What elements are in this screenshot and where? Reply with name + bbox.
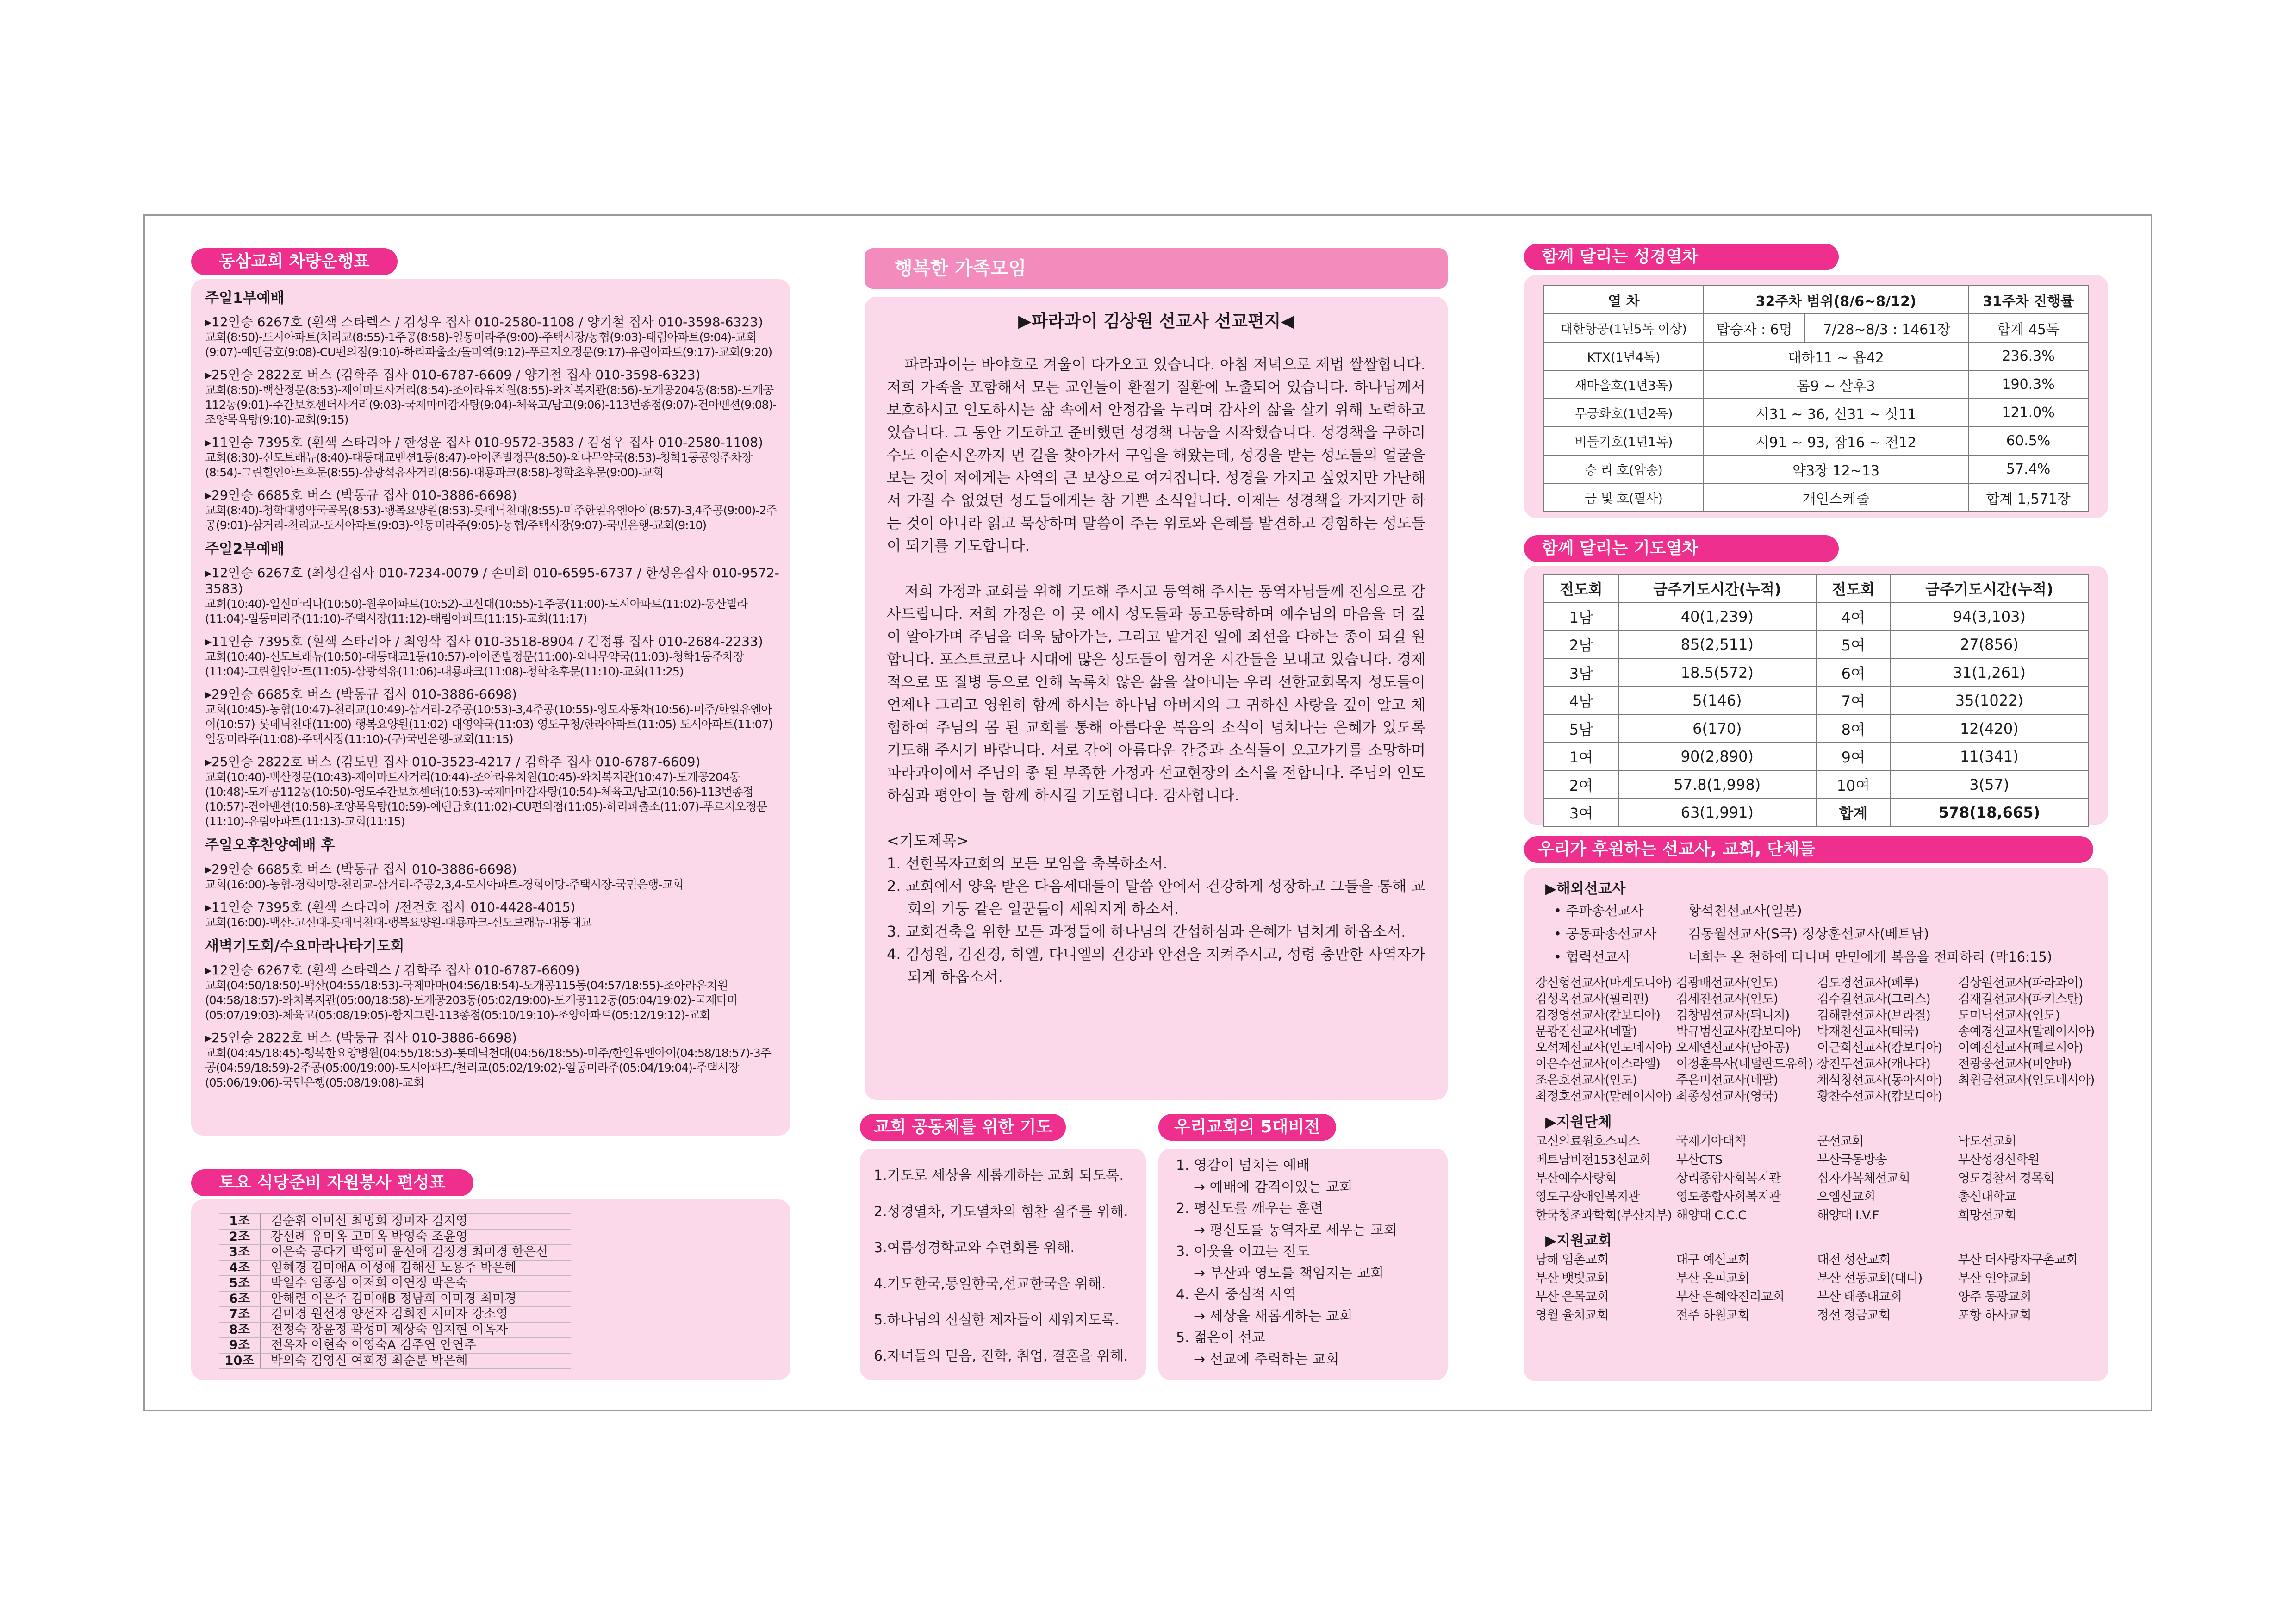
train-range-2: 7/28~8/3 : 1461장 (1805, 314, 1968, 342)
bus-vehicle-line: ▸25인승 2822호 버스 (김도민 집사 010-3523-4217 / 김학주 집사 010-6787-6609) (205, 754, 701, 769)
prayer-topics-title: <기도제목> (887, 832, 969, 849)
bus-entry (205, 687, 779, 747)
bus-section-heading: 주일1부예배 (205, 290, 285, 306)
prayer-train-cell: 94(3,103) (1891, 603, 2088, 631)
vision-item: → 부산과 영도를 책임지는 교회 (1194, 1265, 1384, 1281)
prayer-topic: 2. 교회에서 양육 받은 다음세대들이 말씀 안에서 건강하게 성장하고 그들을 통해 교회의 기둥 같은 일꾼들이 세워지게 하소서. (887, 877, 1425, 918)
volunteer-names: 전옥자 이현숙 이영숙A 김주연 안연주 (271, 1338, 477, 1352)
volunteer-table (219, 1213, 571, 1369)
table-row (1544, 771, 2088, 799)
bulletin-sheet (143, 214, 2152, 1411)
support-group-name: 부산예수사랑회 (1535, 1171, 1617, 1186)
missionary-name: 오석제선교사(인도네시아) (1535, 1041, 1672, 1055)
volunteer-row (219, 1276, 571, 1292)
overseas-line (1554, 945, 2099, 968)
bus-route-line: 교회(10:45)-농협(10:47)-천리교(10:49)-삼거리-2주공(10:53)-3,4주공(10:55)-영도자동차(10:56)-미주/한일유엔아이(10:57)-롯데닉천대(11:00)-행복요양원(11:02)-대영약국(11:03)-영도구청/한라아파트(11:05)-도시아파트(11:07)-일동미라주(11:08)-주택시장(11:10)-(구)국민은행-교회(11:15) (205, 703, 777, 746)
missionary-name: 조은호선교사(인도) (1535, 1073, 1637, 1087)
bible-train-heading: 함께 달리는 성경열차 (1524, 244, 1839, 270)
bus-route-line: 교회(8:50)-백산정문(8:53)-제이마트사거리(8:54)-조아라유치원(8:55)-와치복지관(8:56)-도개공204동(8:58)-도개공112동(9:01)-주간보호센터사거리(9:03)-국제마마감자탕(9:04)-체육고/남고(9:06)-113번종점(9:07)-건아맨션(9:08)-조양목욕탕(9:10)-교회(9:15) (205, 383, 777, 426)
bus-route-line: 교회(8:30)-신도브래뉴(8:40)-대동대교맨션1동(8:47)-아이존빌정문(8:50)-외나무약국(8:53)-청학1동공영주차장(8:54)-그린힐인아트후문(8:55)-삼광석유사거리(8:56)-대룡파크(8:58)-청학초후문(9:00)-교회 (205, 451, 753, 479)
community-prayer-item: 4.기도한국,통일한국,선교한국을 위해. (874, 1276, 1106, 1292)
bus-entry (205, 962, 779, 1023)
missionary-name: 최원금선교사(인도네시아) (1958, 1073, 2095, 1087)
prayer-topics-list (887, 852, 1425, 988)
prayer-train-cell: 6여 (1816, 659, 1891, 687)
table-header-cell: 32주차 범위(8/6~8/12) (1704, 286, 1968, 314)
missionary-name: 김도경선교사(페루) (1817, 976, 1919, 990)
volunteer-row (219, 1230, 571, 1245)
train-range: 탑승자 : 6명 (1704, 314, 1805, 342)
support-group-name: 오엠선교회 (1817, 1190, 1875, 1204)
support-group-name: 총신대학교 (1958, 1190, 2016, 1204)
support-groups-heading: ▶지원단체 (1545, 1114, 1612, 1131)
train-name: KTX(1년4독) (1544, 342, 1704, 370)
train-range: 시31 ~ 36, 신31 ~ 삿11 (1704, 399, 1968, 427)
support-group-name: 한국청조과학회(부산지부) (1535, 1208, 1672, 1223)
support-group-name: 국제기아대책 (1676, 1134, 1746, 1149)
community-prayer-heading: 교회 공동체를 위한 기도 (860, 1114, 1066, 1141)
train-rate: 190.3% (1968, 370, 2088, 399)
train-range: 약3장 12~13 (1704, 455, 1968, 483)
missionary-name: 김해란선교사(브라질) (1817, 1008, 1930, 1023)
table-header-cell: 전도회 (1544, 575, 1618, 603)
train-rate: 57.4% (1968, 455, 2088, 483)
bus-entry (205, 754, 779, 829)
bus-section-heading: 새벽기도회/수요마라나타기도회 (205, 938, 404, 955)
bus-entry (205, 487, 779, 533)
volunteer-group: 6조 (219, 1292, 261, 1307)
table-header-cell: 금주기도시간(누적) (1618, 575, 1816, 603)
volunteer-names: 전정숙 장윤정 곽성미 제상숙 임지현 이옥자 (271, 1322, 508, 1337)
table-row (1544, 687, 2088, 715)
bus-schedule-panel (191, 279, 790, 1136)
missionary-grid (1535, 975, 2099, 1105)
bus-section-heading: 주일오후찬양예배 후 (205, 837, 335, 854)
bus-entry (205, 435, 779, 480)
vision-item: 2. 평신도를 깨우는 훈련 (1176, 1200, 1324, 1217)
support-church-name: 부산 뱃빛교회 (1535, 1271, 1609, 1286)
missionary-name: 오세연선교사(남아공) (1676, 1041, 1790, 1055)
table-header-row (1544, 575, 2088, 603)
community-prayer-item: 1.기도로 세상을 새롭게하는 교회 되도록. (874, 1168, 1124, 1184)
bus-route-line: 교회(10:40)-백산정문(10:43)-제이마트사거리(10:44)-조아라유치원(10:45)-와치복지관(10:47)-도개공204동(10:48)-도개공112동(10:50)-영도주간보호센터(10:53)-국제마마감자탕(10:54)-체육고/남고(10:56)-113번종점(10:57)-건아맨션(10:58)-조양목욕탕(10:59)-예덴금호(11:02)-CU편의점(11:05)-하리파출소(11:07)-푸르지오정문(11:10)-유림아파트(11:13)-교회(11:15) (205, 770, 767, 828)
volunteer-group: 10조 (219, 1354, 261, 1369)
support-church-name: 부산 더사랑자구촌교회 (1958, 1253, 2078, 1267)
prayer-topic: 3. 교회건축을 위한 모든 과정들에 하나님의 간섭하심과 은혜가 넘치게 하옵소서. (887, 923, 1406, 940)
volunteer-row (219, 1307, 571, 1323)
letter-title: ▶파라과이 김상원 선교사 선교편지◀ (1018, 311, 1294, 331)
prayer-train-cell: 27(856) (1891, 631, 2088, 659)
prayer-train-cell: 3여 (1544, 799, 1618, 827)
table-row (1544, 314, 2088, 342)
support-church-name: 포항 하사교회 (1958, 1308, 2031, 1323)
table-row (1544, 603, 2088, 631)
table-row (1544, 799, 2088, 827)
train-range: 롬9 ~ 살후3 (1704, 370, 1968, 399)
train-rate: 합계 1,571장 (1968, 483, 2088, 512)
support-group-name: 해양대 I.V.F (1817, 1208, 1879, 1223)
support-church-name: 대구 예신교회 (1676, 1253, 1749, 1267)
volunteer-names: 김미경 원선경 양선자 김희진 서미자 강소영 (271, 1307, 508, 1321)
vision-item: → 선교에 주력하는 교회 (1194, 1351, 1339, 1368)
support-church-name: 양주 동광교회 (1958, 1290, 2031, 1304)
support-group-name: 상리종합사회복지관 (1676, 1171, 1781, 1186)
overseas-missionary-lines (1554, 899, 2099, 968)
volunteer-group: 3조 (219, 1245, 261, 1260)
letter-paragraph: 저희 가정과 교회를 위해 기도해 주시고 동역해 주시는 동역자님들께 진심으로 감사드립니다. 저희 가정은 이 곳 에서 성도들과 동고동락하며 예수님의 마음을 더 깊이 알아가며 주님을 더욱 닮아가는, 그리고 맡겨진 일에 최선을 다하는 종이 되길 원합니다. 포스트코로나 시대에 많은 성도들이 힘겨운 시간들을 보내고 있습니다. 경제적으로 또 질병 등으로 인해 녹록치 않은 삶을 살아내는 우리 선한교회목자 성도들이 언제나 그리고 영원히 함께 하시는 하나님 아버지의 그 귀하신 사랑을 깊이 알고 체험하여 주님의 몸 된 교회를 통해 아름다운 복음의 소식이 넘쳐나는 은혜가 있도록 기도해 주시기 바랍니다. 서로 간에 아름다운 간증과 소식들이 오고가기를 소망하며 파라과이에서 주님의 좋 된 부족한 가정과 선교현장의 소식을 전합니다. 주님의 인도하심과 평안이 늘 함께 하시길 기도합니다. 감사합니다. (887, 582, 1425, 804)
support-group-name: 부산CTS (1676, 1153, 1723, 1167)
train-name: 새마을호(1년3독) (1544, 370, 1704, 399)
bus-vehicle-line: ▸11인승 7395호 (흰색 스타리아 / 한성운 집사 010-9572-3583 / 김성우 집사 010-2580-1108) (205, 435, 763, 450)
bus-vehicle-line: ▸11인승 7395호 (흰색 스타리아 / 최영삭 집사 010-3518-8904 / 김정룡 집사 010-2684-2233) (205, 634, 763, 649)
prayer-train-cell: 4남 (1544, 687, 1618, 715)
volunteer-row (219, 1214, 571, 1230)
community-prayer-item: 5.하나님의 신실한 제자들이 세워지도록. (874, 1312, 1120, 1328)
bus-vehicle-line: ▸25인승 2822호 버스 (박동규 집사 010-3886-6698) (205, 1030, 517, 1045)
prayer-topic: 1. 선한목자교회의 모든 모임을 축복하소서. (887, 855, 1168, 872)
bus-route-line: 교회(10:40)-일신마리나(10:50)-원우아파트(10:52)-고신대(10:55)-1주공(11:00)-도시아파트(11:02)-동산빌라(11:04)-일동미라주(11:10)-주택시장(11:12)-태림아파트(11:15)-교회(11:17) (205, 597, 748, 625)
missionary-name: 강신형선교사(마게도니아) (1535, 976, 1672, 990)
support-churches-heading: ▶지원교회 (1545, 1232, 1612, 1249)
prayer-train-cell: 40(1,239) (1618, 603, 1816, 631)
volunteer-names: 안해련 이은주 김미애B 정남희 이미경 최미경 (271, 1291, 516, 1306)
train-rate: 60.5% (1968, 427, 2088, 455)
support-group-name: 군선교회 (1817, 1134, 1864, 1149)
bus-schedule-body (205, 289, 779, 1090)
support-panel (1524, 868, 2108, 1381)
volunteer-row (219, 1292, 571, 1307)
volunteer-group: 5조 (219, 1276, 261, 1291)
train-range: 시91 ~ 93, 잠16 ~ 전12 (1704, 427, 1968, 455)
volunteer-row (219, 1354, 571, 1369)
bus-entry (205, 314, 779, 360)
missionary-name: 김광배선교사(인도) (1676, 976, 1778, 990)
table-row (1544, 370, 2088, 399)
bus-vehicle-line: ▸25인승 2822호 버스 (김학주 집사 010-6787-6609 / 양기철 집사 010-3598-6323) (205, 367, 701, 382)
vision-heading: 우리교회의 5대비전 (1158, 1114, 1336, 1141)
vision-item: 1. 영감이 넘치는 예배 (1176, 1157, 1310, 1174)
table-row (1544, 743, 2088, 771)
bus-vehicle-line: ▸12인승 6267호 (흰색 스타렉스 / 김학주 집사 010-6787-6609) (205, 962, 580, 978)
bus-vehicle-line: ▸12인승 6267호 (흰색 스타렉스 / 김성우 집사 010-2580-1108 / 양기철 집사 010-3598-6323) (205, 314, 763, 330)
support-group-name: 베트남비전153선교회 (1535, 1153, 1651, 1167)
support-church-name: 정선 정금교회 (1817, 1308, 1891, 1323)
missionary-name: 이은수선교사(이스라엘) (1535, 1057, 1660, 1071)
vision-list (1176, 1155, 1439, 1370)
bus-entry (205, 565, 779, 626)
bus-entry (205, 634, 779, 679)
overseas-line-label: • 협력선교사 (1554, 949, 1631, 965)
volunteer-heading: 토요 식당준비 자원봉사 편성표 (191, 1169, 473, 1196)
community-prayer-item: 2.성경열차, 기도열차의 힘찬 질주를 위해. (874, 1204, 1128, 1220)
table-row (1544, 342, 2088, 370)
volunteer-names: 박의숙 김영신 여희정 최순분 박은혜 (271, 1353, 468, 1368)
prayer-train-heading: 함께 달리는 기도열차 (1524, 535, 1839, 562)
bus-entry (205, 1030, 779, 1090)
community-prayer-list (874, 1158, 1139, 1374)
missionary-name: 문광진선교사(네팔) (1535, 1024, 1637, 1039)
volunteer-group: 8조 (219, 1323, 261, 1338)
support-church-name: 부산 태종대교회 (1817, 1290, 1902, 1304)
letter-panel (865, 297, 1448, 1100)
vision-item: → 평신도를 동역자로 세우는 교회 (1194, 1222, 1398, 1238)
train-range: 개인스케줄 (1704, 483, 1968, 512)
prayer-train-cell: 57.8(1,998) (1618, 771, 1816, 799)
prayer-train-cell: 2여 (1544, 771, 1618, 799)
prayer-train-cell: 11(341) (1891, 743, 2088, 771)
missionary-name: 김창범선교사(튀니지) (1676, 1008, 1790, 1023)
volunteer-group: 4조 (219, 1261, 261, 1276)
vision-panel (1158, 1149, 1448, 1380)
volunteer-row (219, 1245, 571, 1261)
vision-item: → 세상을 새롭게하는 교회 (1194, 1308, 1353, 1324)
missionary-name: 도미닉선교사(인도) (1958, 1008, 2060, 1023)
bus-entry (205, 899, 779, 930)
support-church-name: 영월 율치교회 (1535, 1308, 1609, 1323)
volunteer-group: 9조 (219, 1338, 261, 1353)
prayer-train-cell: 4여 (1816, 603, 1891, 631)
train-rate: 236.3% (1968, 342, 2088, 370)
missionary-name: 최종성선교사(영국) (1676, 1089, 1778, 1104)
table-row (1544, 715, 2088, 743)
prayer-topic: 4. 김성원, 김진경, 히엘, 다니엘의 건강과 안전을 지켜주시고, 성령 충만한 사역자가 되게 하옵소서. (887, 945, 1425, 986)
support-church-name: 부산 선동교회(대디) (1817, 1271, 1923, 1286)
support-churches-grid (1535, 1251, 2099, 1325)
train-name: 무궁화호(1년2독) (1544, 399, 1704, 427)
support-church-name: 부산 은목교회 (1535, 1290, 1609, 1304)
missionary-name: 김수길선교사(그리스) (1817, 992, 1930, 1006)
bus-entry (205, 862, 779, 892)
overseas-line (1554, 899, 2099, 922)
prayer-train-cell: 8여 (1816, 715, 1891, 743)
missionary-name: 김성옥선교사(필리핀) (1535, 992, 1649, 1006)
support-group-name: 부산극동방송 (1817, 1153, 1887, 1167)
overseas-line-value: 김동월선교사(S국) 정상훈선교사(베트남) (1688, 926, 1929, 942)
bus-route-line: 교회(10:40)-신도브래뉴(10:50)-대동대교1동(10:57)-아이존빌정문(11:00)-외나무약국(11:03)-청학1동주차장(11:04)-그린힐인아트(11:05)-삼광석유(11:06)-대룡파크(11:08)-청학초후문(11:10)-교회(11:25) (205, 650, 744, 678)
volunteer-row (219, 1323, 571, 1338)
missionary-name: 황찬수선교사(캄보디아) (1817, 1089, 1942, 1104)
missionary-name: 김상원선교사(파라과이) (1958, 976, 2083, 990)
support-church-name: 부산 온피교회 (1676, 1271, 1749, 1286)
volunteer-names: 김순휘 이미선 최병희 정미자 김지영 (271, 1214, 468, 1228)
train-rate: 합계 45독 (1968, 314, 2088, 342)
table-row (1544, 455, 2088, 483)
table-row (1544, 399, 2088, 427)
prayer-train-cell: 9여 (1816, 743, 1891, 771)
missionary-name: 김재길선교사(파키스탄) (1958, 992, 2083, 1006)
support-group-name: 해양대 C.C.C (1676, 1208, 1747, 1223)
overseas-line-value: 황석천선교사(일본) (1688, 903, 1802, 918)
prayer-train-cell: 578(18,665) (1891, 799, 2088, 827)
prayer-train-cell: 6(170) (1618, 715, 1816, 743)
overseas-line-label: • 공동파송선교사 (1554, 926, 1657, 942)
prayer-train-cell: 90(2,890) (1618, 743, 1816, 771)
bus-vehicle-line: ▸29인승 6685호 버스 (박동규 집사 010-3886-6698) (205, 687, 517, 702)
support-group-name: 고신의료원호스피스 (1535, 1134, 1640, 1149)
train-name: 승 리 호(암송) (1544, 455, 1704, 483)
volunteer-names: 박일수 임종심 이저희 이연정 박은숙 (271, 1276, 468, 1290)
table-header-cell: 전도회 (1816, 575, 1891, 603)
volunteer-row (219, 1338, 571, 1354)
bus-section-heading: 주일2부예배 (205, 541, 285, 557)
prayer-train-cell: 5(146) (1618, 687, 1816, 715)
letter-body (887, 353, 1425, 807)
vision-item: 4. 은사 중심적 사역 (1176, 1287, 1297, 1303)
support-group-name: 낙도선교회 (1958, 1134, 2016, 1149)
bus-vehicle-line: ▸29인승 6685호 버스 (박동규 집사 010-3886-6698) (205, 487, 517, 503)
overseas-line (1554, 922, 2099, 945)
support-group-name: 부산성경신학원 (1958, 1153, 2040, 1167)
vision-item: 3. 이웃을 이끄는 전도 (1176, 1243, 1310, 1260)
missionary-name: 채석청선교사(동아시아) (1817, 1073, 1942, 1087)
bus-route-line: 교회(16:00)-백산-고신대-롯데닉천대-행복요양원-대룡파크-신도브래뉴-대동대교 (205, 916, 592, 929)
support-group-name: 영도종합사회복지관 (1676, 1190, 1781, 1204)
prayer-train-cell: 63(1,991) (1618, 799, 1816, 827)
support-church-name: 부산 연약교회 (1958, 1271, 2031, 1286)
overseas-line-label: • 주파송선교사 (1554, 903, 1644, 918)
missionary-name (1958, 1088, 2099, 1105)
bus-route-line: 교회(8:40)-청학대영약국골목(8:53)-행복요양원(8:53)-롯데닉천대(8:55)-미주한일유엔아이(8:57)-3,4주공(9:00)-2주공(9:01)-삼거리-천리교-도시아파트(9:03)-일동미라주(9:05)-농협/주택시장(9:07)-국민은행-교회(9:10) (205, 504, 777, 532)
support-church-name: 남해 임촌교회 (1535, 1253, 1609, 1267)
missionary-name: 이예진선교사(페르시아) (1958, 1041, 2083, 1055)
table-header-row (1544, 286, 2088, 314)
bus-vehicle-line: ▸29인승 6685호 버스 (박동규 집사 010-3886-6698) (205, 862, 517, 877)
vision-item: → 예배에 감격이있는 교회 (1194, 1179, 1353, 1195)
bus-vehicle-line: ▸12인승 6267호 (최성길집사 010-7234-0079 / 손미희 010-6595-6737 / 한성은집사 010-9572-3583) (205, 565, 779, 596)
bus-route-line: 교회(04:45/18:45)-행복한요양병원(04:55/18:53)-롯데닉천대(04:56/18:55)-미주/한일유엔아이(04:58/18:57)-3주공(04:59/18:59)-2주공(05:00/19:00)-도시아파트/천리교(05:02/19:02)-일동미라주(05:04/19:04)-주택시장(05:06/19:06)-국민은행(05:08/19:08)-교회 (205, 1046, 771, 1089)
volunteer-names: 임혜경 김미애A 이성애 김해선 노용주 박은혜 (271, 1260, 516, 1275)
volunteer-row (219, 1261, 571, 1276)
table-row (1544, 659, 2088, 687)
prayer-train-table (1543, 574, 2089, 827)
community-prayer-item: 6.자녀들의 믿음, 진학, 취업, 결혼을 위해. (874, 1348, 1128, 1364)
overseas-line-value: 너희는 온 천하에 다니며 만민에게 복음을 전파하라 (막16:15) (1688, 949, 2053, 965)
volunteer-group: 7조 (219, 1307, 261, 1322)
prayer-train-cell: 18.5(572) (1618, 659, 1816, 687)
support-church-name: 대전 성산교회 (1817, 1253, 1891, 1267)
prayer-train-cell: 5여 (1816, 631, 1891, 659)
support-group-name: 십자가복체선교회 (1817, 1171, 1910, 1186)
missionary-name: 김세진선교사(인도) (1676, 992, 1778, 1006)
prayer-train-cell: 12(420) (1891, 715, 2088, 743)
missionary-name: 이정훈목사(네덜란드유학) (1676, 1057, 1813, 1071)
support-church-name: 전주 하원교회 (1676, 1308, 1749, 1323)
support-group-name: 영도경찰서 경목회 (1958, 1171, 2054, 1186)
missionary-name: 송예경선교사(말레이시아) (1958, 1024, 2095, 1039)
support-group-name: 희망선교회 (1958, 1208, 2016, 1223)
bus-vehicle-line: ▸11인승 7395호 (흰색 스타리아 /전건호 집사 010-4428-4015) (205, 899, 576, 915)
letter-paragraph: 파라과이는 바야흐로 겨울이 다가오고 있습니다. 아침 저녁으로 제법 쌀쌀합니다. 저희 가족을 포함해서 모든 교인들이 환절기 질환에 노출되어 있습니다. 하나님께서 보호하시고 인도하시는 삶 속에서 안정감을 누리며 감사의 삶을 살기 위해 노력하고 있습니다. 그 동안 기도하고 준비했던 성경책 나눔을 시작했습니다. 성경책을 구하러 수도 이순시온까지 먼 길을 찾아가서 구입을 해왔는데, 성경을 받는 성도들의 얼굴을 보는 것이 저에게는 사역의 큰 보상으로 여겨집니다. 성경을 가지고 싶었지만 가난해서 가질 수 없었던 성도들에게는 참 기쁜 소식입니다. 이제는 성경책을 가지기만 하는 것이 아니라 읽고 묵상하며 말씀이 주는 위로와 은혜를 발견하고 경험하는 성도들이 되기를 기도합니다. (887, 356, 1425, 555)
prayer-train-cell: 35(1022) (1891, 687, 2088, 715)
volunteer-names: 강선례 유미옥 고미옥 박영숙 조윤영 (271, 1229, 468, 1244)
bus-route-line: 교회(8:50)-도시아파트(처리교(8:55)-1주공(8:58)-일동미라주(9:00)-주택시장/농협(9:03)-태림아파트(9:04)-교회(9:07)-예덴금호(9:08)-CU편의점(9:10)-하리파출소/돌미역(9:12)-푸르지오정문(9:17)-유림아파트(9:17)-교회(9:20) (205, 331, 772, 359)
train-name: 금 빛 호(필사) (1544, 483, 1704, 512)
bus-entry (205, 367, 779, 427)
support-group-name: 영도구장애인복지관 (1535, 1190, 1640, 1204)
bus-route-line: 교회(16:00)-농협-경희어망-천리교-삼거리-주공2,3,4-도시아파트-경희어망-주택시장-국민은행-교회 (205, 878, 684, 891)
community-prayer-item: 3.여름성경학교와 수련회를 위해. (874, 1240, 1075, 1256)
prayer-train-cell: 1여 (1544, 743, 1618, 771)
volunteer-group: 2조 (219, 1230, 261, 1245)
support-groups-grid (1535, 1132, 2099, 1225)
train-range: 대하11 ~ 욥42 (1704, 342, 1968, 370)
missionary-name: 김정영선교사(캄보디아) (1535, 1008, 1660, 1023)
support-heading: 우리가 후원하는 선교사, 교회, 단체들 (1524, 836, 2093, 863)
prayer-train-cell: 1남 (1544, 603, 1618, 631)
support-church-name: 부산 은혜와진리교회 (1676, 1290, 1784, 1304)
volunteer-panel (191, 1199, 790, 1380)
train-name: 대한항공(1년5독 이상) (1544, 314, 1704, 342)
overseas-missionary-heading: ▶해외선교사 (1545, 881, 1626, 897)
prayer-train-cell: 85(2,511) (1618, 631, 1816, 659)
family-heading: 행복한 가족모임 (865, 248, 1448, 289)
missionary-name: 주은미선교사(네팔) (1676, 1073, 1778, 1087)
volunteer-group: 1조 (219, 1214, 261, 1229)
prayer-train-panel (1524, 566, 2108, 825)
prayer-train-cell: 2남 (1544, 631, 1618, 659)
missionary-name: 이근희선교사(캄보디아) (1817, 1041, 1942, 1055)
prayer-train-cell: 10여 (1816, 771, 1891, 799)
volunteer-names: 이은숙 공다기 박영미 윤선애 김정경 최미경 한은선 (271, 1245, 548, 1259)
bible-train-panel (1524, 275, 2108, 518)
prayer-train-cell: 3(57) (1891, 771, 2088, 799)
table-header-cell: 금주기도시간(누적) (1891, 575, 2088, 603)
missionary-name: 장진두선교사(캐나다) (1817, 1057, 1930, 1071)
missionary-name: 박규범선교사(캄보디아) (1676, 1024, 1801, 1039)
bus-schedule-heading: 동삼교회 차량운행표 (191, 248, 398, 275)
prayer-train-cell: 31(1,261) (1891, 659, 2088, 687)
table-row (1544, 427, 2088, 455)
train-rate: 121.0% (1968, 399, 2088, 427)
community-prayer-panel (860, 1149, 1146, 1380)
prayer-train-cell: 7여 (1816, 687, 1891, 715)
prayer-train-cell: 3남 (1544, 659, 1618, 687)
missionary-name: 최정호선교사(말레이시아) (1535, 1089, 1672, 1104)
table-header-cell: 31주차 진행률 (1968, 286, 2088, 314)
train-name: 비둘기호(1년1독) (1544, 427, 1704, 455)
table-row (1544, 483, 2088, 512)
missionary-name: 박재천선교사(태국) (1817, 1024, 1919, 1039)
bible-train-table (1543, 285, 2089, 512)
vision-item: 5. 젊은이 선교 (1176, 1330, 1265, 1346)
prayer-train-cell: 5남 (1544, 715, 1618, 743)
missionary-name: 전광웅선교사(미얀마) (1958, 1057, 2072, 1071)
table-row (1544, 631, 2088, 659)
table-header-cell: 열 차 (1544, 286, 1704, 314)
prayer-train-cell: 합계 (1816, 799, 1891, 827)
bus-route-line: 교회(04:50/18:50)-백산(04:55/18:53)-국제마마(04:56/18:54)-도개공115동(04:57/18:55)-조아라유치원(04:58/18:57)-와치복지관(05:00/18:58)-도개공203동(05:02/19:00)-도개공112동(05:04/19:02)-국제마마(05:07/19:03)-체육고(05:08/19:05)-함지그린-113종점(05:10/19:10)-조양아파트(05:12/19:12)-교회 (205, 979, 738, 1022)
